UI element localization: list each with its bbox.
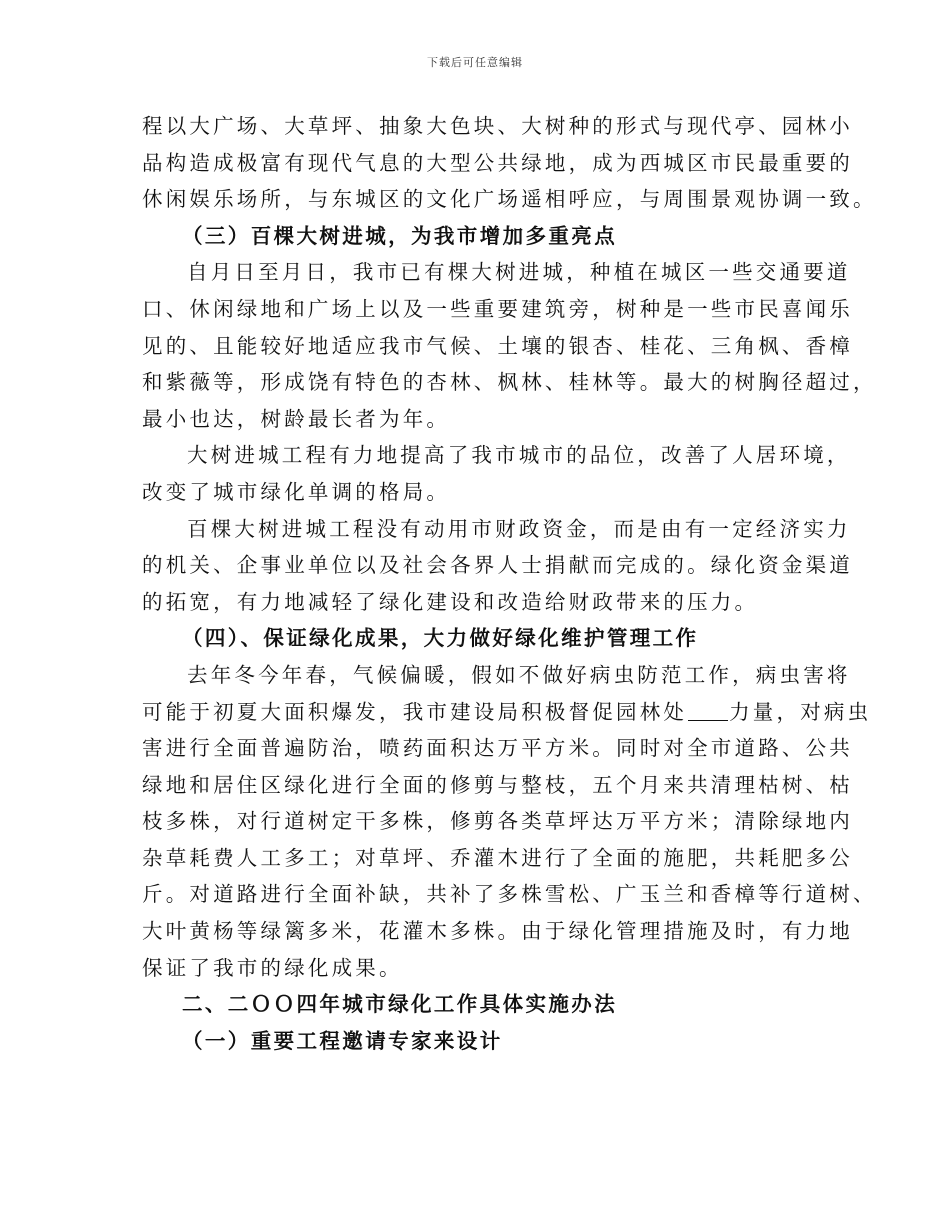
paragraph-line: 去年冬今年春，气候偏暖，假如不做好病虫防范工作，病虫害将 [187, 662, 851, 687]
paragraph-line: 口、休闲绿地和广场上以及一些重要建筑旁，树种是一些市民喜闻乐 [142, 296, 853, 321]
paragraph-line [142, 694, 872, 731]
section-heading: （四）、保证绿化成果，大力做好绿化维护管理工作 [182, 626, 699, 651]
paragraph-line: 品构造成极富有现代气息的大型公共绿地，成为西城区市民最重要的 [142, 150, 853, 175]
fill-in-blank [688, 700, 728, 721]
paragraph-line: 改变了城市绿化单调的格局。 [142, 479, 451, 504]
page-header: 下载后可任意编辑 [427, 56, 523, 69]
line-text-after-blank: 力量，对病虫 [729, 699, 872, 724]
paragraph-line: 斤。对道路进行全面补缺，共补了多株雪松、广玉兰和香樟等行道树、 [142, 882, 877, 907]
paragraph-line: 大叶黄杨等绿篱多米，花灌木多株。由于绿化管理措施及时，有力地 [142, 919, 853, 944]
paragraph-line: 和紫薇等，形成饶有特色的杏林、枫林、桂林等。最大的树胸径超过， [142, 370, 877, 395]
paragraph-line: 最小也达，树龄最长者为年。 [142, 406, 451, 431]
paragraph-line: 的机关、企事业单位以及社会各界人士捐献而完成的。绿化资金渠道 [142, 553, 853, 578]
paragraph-line: 害进行全面普遍防治，喷药面积达万平方米。同时对全市道路、公共 [142, 736, 853, 761]
paragraph-line: 百棵大树进城工程没有动用市财政资金，而是由有一定经济实力 [187, 516, 851, 541]
paragraph-line: 见的、且能较好地适应我市气候、土壤的银杏、桂花、三角枫、香樟 [142, 333, 853, 358]
section-heading: （一）重要工程邀请专家来设计 [182, 1028, 503, 1053]
section-heading: 二、二ＯＯ四年城市绿化工作具体实施办法 [182, 992, 618, 1017]
paragraph-line: 杂草耗费人工多工；对草坪、乔灌木进行了全面的施肥，共耗肥多公 [142, 845, 853, 870]
section-heading: （三）百棵大树进城，为我市增加多重亮点 [182, 223, 618, 248]
paragraph-line: 自月日至月日，我市已有棵大树进城，种植在城区一些交通要道 [187, 260, 851, 285]
paragraph-line: 绿地和居住区绿化进行全面的修剪与整枝，五个月来共清理枯树、枯 [142, 772, 853, 797]
line-text-before-blank: 可能于初夏大面积爆发，我市建设局积极督促园林处 [142, 699, 688, 724]
paragraph-line: 大树进城工程有力地提高了我市城市的品位，改善了人居环境， [187, 443, 851, 468]
paragraph-line: 枝多株，对行道树定干多株，修剪各类草坪达万平方米；清除绿地内 [142, 809, 853, 834]
paragraph-line: 程以大广场、大草坪、抽象大色块、大树种的形式与现代亭、园林小 [142, 114, 853, 138]
paragraph-line: 休闲娱乐场所，与东城区的文化广场遥相呼应，与周围景观协调一致。 [142, 187, 877, 212]
paragraph-line: 保证了我市的绿化成果。 [142, 955, 403, 980]
document-body [142, 108, 877, 1059]
paragraph-line: 的拓宽，有力地减轻了绿化建设和改造给财政带来的压力。 [142, 589, 759, 614]
